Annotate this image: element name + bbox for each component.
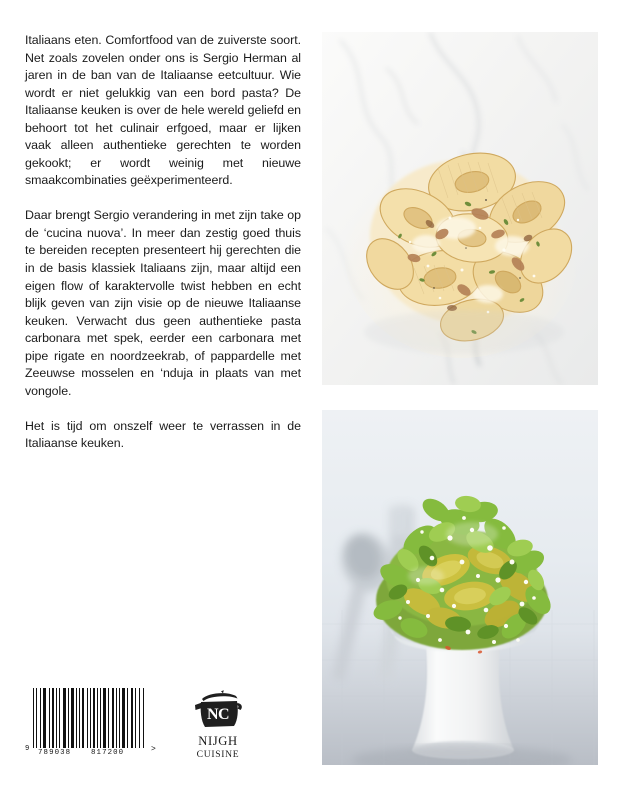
- salad-photo: [322, 410, 598, 765]
- cover-footer: [25, 688, 303, 768]
- barcode-addon-marker: >: [151, 745, 156, 754]
- publisher-subtitle: CUISINE: [196, 749, 240, 760]
- blurb-paragraph-1: Italiaans eten. Comfortfood van de zuiverste soort. Net zoals zovelen onder ons is Sergio Herman al jaren in de ban van de Italiaanse eetcultuur. Wie wordt er niet gelukkig van een bord pasta? De Italiaanse keuken is over de hele wereld geliefd en behoort tot het culinair erfgoed, maar er lijken vaak alleen authentieke gerechten te worden gekookt; er wordt weinig met nieuwe smaakcombinaties geëxperimenteerd.: [25, 33, 301, 188]
- blurb-paragraph-3: Het is tijd om onszelf weer te verrassen in de Italiaanse keuken.: [25, 418, 301, 451]
- isbn-barcode: [25, 688, 156, 760]
- publisher-logo: [180, 688, 256, 761]
- barcode-digits-right: 817200: [91, 749, 125, 757]
- barcode-leading-digit: 9: [25, 745, 30, 753]
- cooking-pot-icon: [192, 688, 244, 732]
- blurb-text-column: [25, 32, 301, 453]
- publisher-name: NIJGH: [198, 734, 238, 748]
- pasta-photo: [322, 32, 598, 385]
- barcode-digits-left: 789038: [38, 749, 72, 757]
- svg-text:NC: NC: [206, 706, 230, 723]
- barcode-bars: [33, 688, 146, 748]
- blurb-paragraph-2: Daar brengt Sergio verandering in met zijn take op de ‘cucina nuova’. In meer dan zestig goed thuis te bereiden recepten presenteert hij gerechten die in de basis klassiek Italiaans zijn, maar altijd een eigen flow of karaktervolle twist hebben en echt blijk geven van zijn visie op de nieuwe Italiaanse keuken. Verwacht dus geen authentieke pasta carbonara met spek, eerder een carbonara met pipe rigate en noordzeekrab, of pappardelle met Zeeuwse mosselen en ‘nduja in plaats van met vongole.: [25, 208, 301, 398]
- barcode-digits: [33, 749, 146, 760]
